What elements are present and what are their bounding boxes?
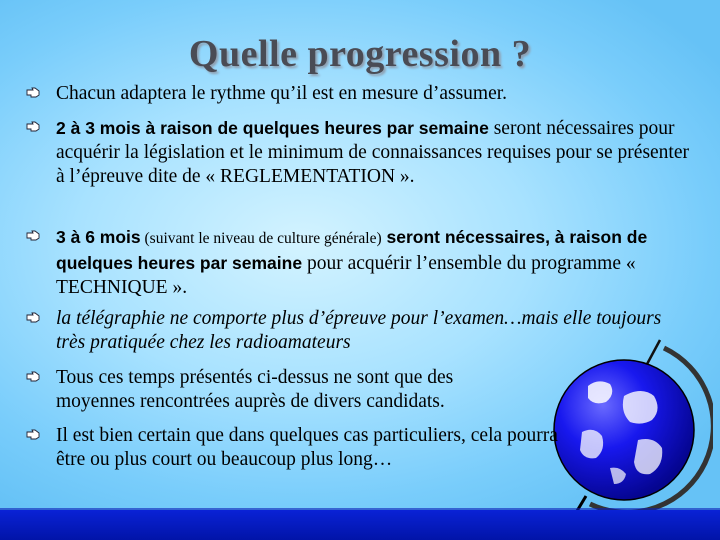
- bullet-bold-text: seront nécessaires, à raison de quelques heures par semaine: [56, 227, 648, 273]
- bullet-text: Tous ces temps présentés ci-dessus ne sont que des moyennes rencontrées auprès de divers candidats.: [56, 367, 454, 412]
- bullet-item: [0, 82, 537, 106]
- pointing-hand-icon: [26, 228, 40, 242]
- bullet-item: [0, 424, 606, 472]
- pointing-hand-icon: [26, 369, 40, 383]
- bullet-bold-text: 2 à 3 mois à raison de quelques heures par semaine: [56, 118, 489, 138]
- bullet-note: (suivant le niveau de culture générale): [140, 230, 382, 247]
- bullet-text: Il est bien certain que dans quelques cas particuliers, cela pourra être ou plus court ou beaucoup plus long…: [56, 425, 558, 470]
- pointing-hand-icon: [26, 427, 40, 441]
- bullet-text: pour acquérir l’ensemble du programme « TECHNIQUE ».: [56, 253, 636, 298]
- pointing-hand-icon: [26, 85, 40, 99]
- footer-bar: [0, 510, 720, 540]
- bullet-item: [0, 225, 720, 300]
- bullet-text: seront nécessaires pour acquérir la législation et le minimum de connaissances requises pour se présenter à l’épreuve dite de « REGLEMENTATION ».: [56, 118, 689, 187]
- bullet-text: Chacun adaptera le rythme qu’il est en mesure d’assumer.: [56, 83, 508, 104]
- slide-title: Quelle progression ?: [188, 33, 532, 75]
- pointing-hand-icon: [26, 119, 40, 133]
- pointing-hand-icon: [26, 310, 40, 324]
- bullet-item: [0, 366, 566, 414]
- bullet-bold-text: 3 à 6 mois: [56, 227, 141, 247]
- bullet-text: la télégraphie ne comporte plus d’épreuve pour l’examen…mais elle toujours très pratiquée chez les radioamateurs: [56, 308, 662, 353]
- bullet-item: [0, 116, 720, 189]
- bullet-item: [0, 307, 720, 355]
